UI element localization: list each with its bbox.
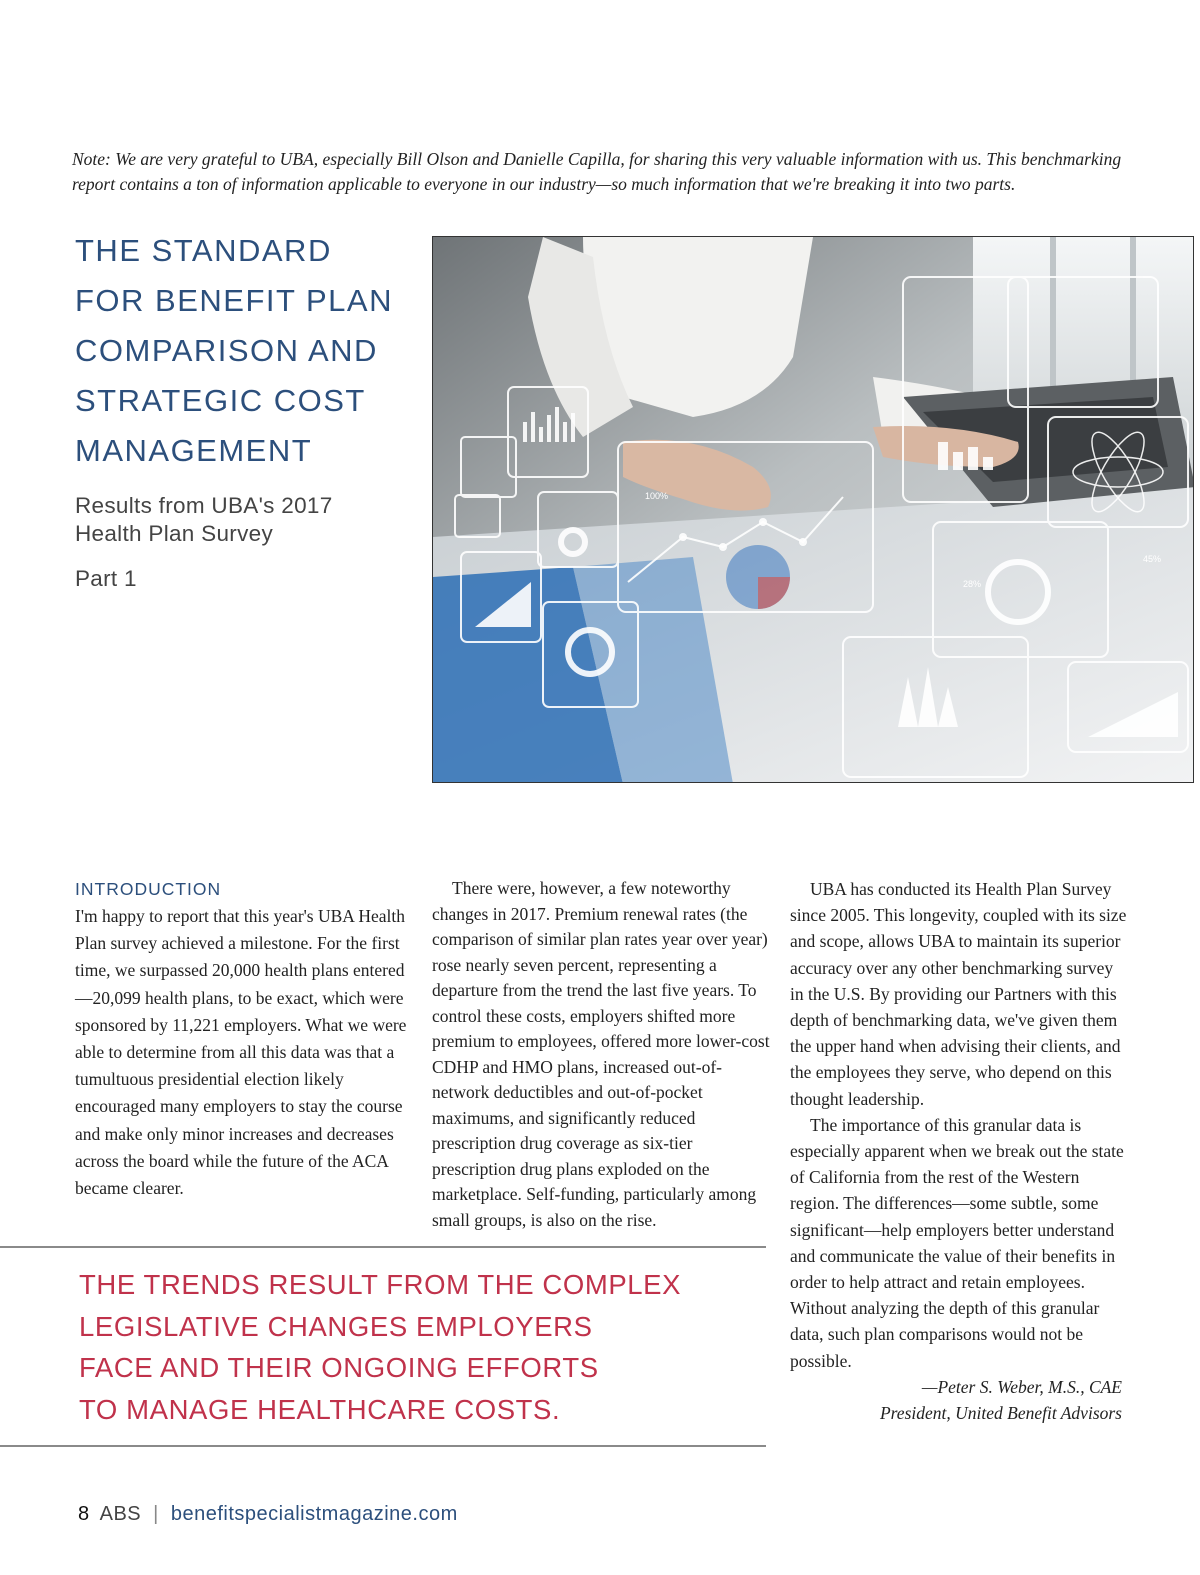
body-paragraph: The importance of this granular data is especially apparent when we break out the state of California from the rest of the Western region. The differences—some subtle, some significant—help employers better understand and communicate the value of their benefits in order to help attract and retain employees. Without analyzing the depth of this granular data, such plan comparisons would not be possible. (790, 1114, 1124, 1371)
hero-label: 28% (963, 579, 982, 589)
footer-separator: | (153, 1503, 159, 1525)
title-line: MANAGEMENT (75, 433, 313, 468)
page-number: 8 (78, 1503, 90, 1525)
pull-quote-line: THE TRENDS RESULT FROM THE COMPLEX (79, 1269, 682, 1300)
signature-title: President, United Benefit Advisors (879, 1403, 1122, 1424)
business-analytics-illustration (433, 237, 1194, 783)
pull-quote-line: LEGISLATIVE CHANGES EMPLOYERS (79, 1310, 593, 1342)
page-footer (78, 1503, 458, 1526)
part-label: Part 1 (75, 566, 137, 591)
section-heading: INTRODUCTION (75, 879, 222, 899)
divider (0, 1445, 766, 1447)
body-paragraph: UBA has conducted its Health Plan Survey since 2005. This longevity, coupled with its size and scope, allows UBA to maintain its superior accuracy over any other benchmarking survey in the U.S. By providing our Partners with this depth of benchmarking data, we've given them the upper hand when advising their clients, and the employees they serve, who depend on this thought leadership. (790, 879, 1127, 1109)
pull-quote (79, 1264, 739, 1430)
article-column-3 (790, 876, 1130, 1426)
editor-note: Note: We are very grateful to UBA, especially Bill Olson and Danielle Capilla, for sharing this very valuable information with us. This benchmarking report contains a ton of information applicable to everyone in our industry—so much information that we're breaking it into two parts. (72, 149, 1122, 194)
title-line: FOR BENEFIT PLAN (75, 283, 393, 318)
title-line: THE STANDARD (75, 233, 332, 268)
article-column-2 (432, 876, 772, 1233)
body-paragraph: I'm happy to report that this year's UBA Health Plan survey achieved a milestone. For the first time, we surpassed 20,000 health plans entered—20,099 health plans, to be exact, which were sponsored by 11,221 employers. What we were able to determine from all this data was that a tumultuous presidential election likely encouraged many employers to stay the course and make only minor increases and decreases across the board while the future of the ACA became clearer. (75, 906, 407, 1199)
signature-name: —Peter S. Weber, M.S., CAE (921, 1376, 1122, 1397)
pull-quote-line: FACE AND THEIR ONGOING EFFORTS (79, 1352, 599, 1383)
article-column-1 (75, 876, 410, 1202)
publication-name: ABS (99, 1503, 142, 1525)
pull-quote-line: TO MANAGE HEALTHCARE COSTS. (79, 1393, 561, 1425)
article-title (75, 226, 425, 476)
title-line: STRATEGIC COST (75, 383, 366, 418)
divider (0, 1246, 766, 1248)
hero-label: 45% (1143, 554, 1162, 564)
body-paragraph: There were, however, a few noteworthy changes in 2017. Premium renewal rates (the comparison of similar plan rates year over year) rose nearly seven percent, representing a departure from the trend the last five years. To control these costs, employers shifted more premium to employees, offered more lower-cost CDHP and HMO plans, increased out-of-network deductibles and out-of-pocket maximums, and significantly reduced prescription drug coverage as six-tier prescription drug plans exploded on the marketplace. Self-funding, particularly among small groups, is also on the rise. (432, 878, 770, 1230)
article-subtitle: Results from UBA's 2017 Health Plan Survey (75, 493, 333, 546)
website-link[interactable]: benefitspecialistmagazine.com (170, 1503, 458, 1525)
hero-image (432, 236, 1194, 783)
title-line: COMPARISON AND (75, 333, 378, 368)
hero-label: 100% (645, 491, 669, 501)
